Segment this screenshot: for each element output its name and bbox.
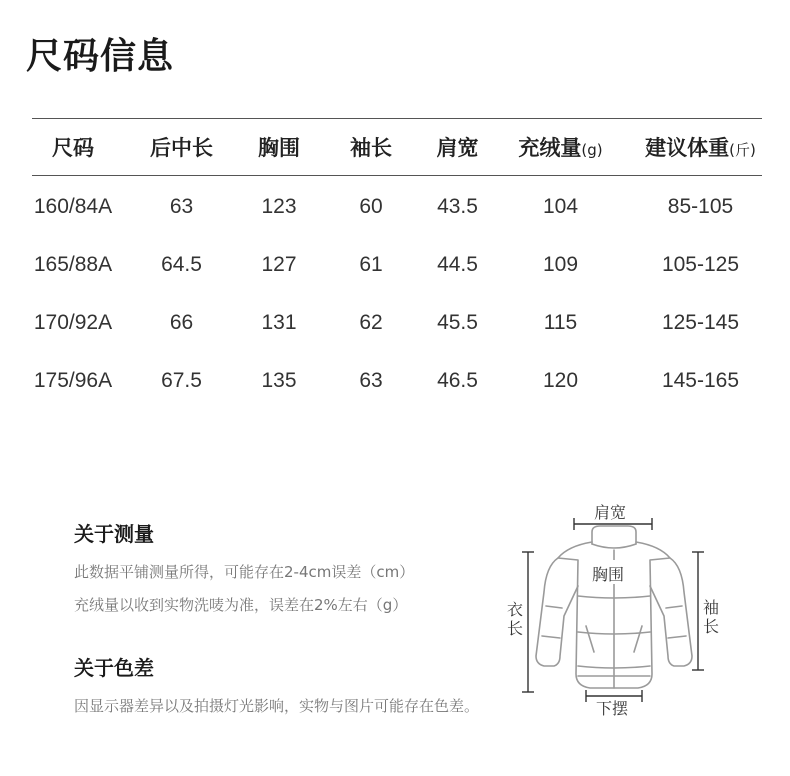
hem-label: 下摆 (596, 699, 629, 718)
table-cell: 67.5 (161, 369, 202, 392)
table-cell: 66 (169, 311, 194, 334)
table-cell: 61 (359, 253, 383, 276)
table-row (32, 369, 762, 427)
table-cell: 63 (169, 195, 194, 218)
header-chest: 胸围 (258, 136, 300, 160)
measurement-note-heading: 关于测量 (74, 522, 154, 546)
table-cell: 62 (359, 311, 383, 334)
header-down-fill: 充绒量(g) (518, 136, 603, 160)
chest-label: 胸围 (592, 565, 625, 584)
table-row (32, 195, 762, 253)
table-cell: 125-145 (661, 311, 740, 334)
table-cell: 115 (543, 311, 578, 334)
color-note (74, 652, 479, 716)
color-note-heading: 关于色差 (74, 656, 154, 680)
measurement-note (74, 518, 414, 615)
table-cell: 135 (261, 369, 297, 392)
table-cell: 109 (542, 253, 579, 276)
table-cell: 43.5 (437, 195, 478, 218)
jacket-measurement-diagram (498, 496, 738, 726)
size-table (32, 119, 762, 392)
table-cell: 44.5 (437, 253, 478, 276)
table-body (32, 195, 762, 427)
header-sleeve: 袖长 (350, 136, 392, 160)
page-title: 尺码信息 (26, 36, 175, 77)
table-cell: 60 (359, 195, 383, 218)
header-size: 尺码 (52, 136, 94, 160)
table-cell: 45.5 (437, 311, 478, 334)
header-unit-g: (g) (581, 141, 603, 159)
table-header-row (32, 119, 762, 175)
table-cell: 175/96A (33, 369, 113, 392)
table-cell: 127 (261, 253, 297, 276)
table-header-rule (32, 175, 762, 176)
table-cell: 120 (542, 369, 579, 392)
table-cell: 46.5 (437, 369, 478, 392)
table-cell: 85-105 (667, 195, 734, 218)
body-length-label: 衣 长 (506, 600, 523, 638)
table-cell: 160/84A (33, 195, 113, 218)
measurement-note-line: 充绒量以收到实物洗唛为准，误差在2%左右（g） (74, 596, 408, 614)
shoulder-width-label: 肩宽 (594, 503, 627, 522)
header-unit-jin: (斤) (729, 141, 756, 159)
header-shoulder: 肩宽 (436, 136, 479, 160)
measurement-note-line: 此数据平铺测量所得，可能存在2-4cm误差（cm） (74, 563, 415, 581)
color-note-line: 因显示器差异以及拍摄灯光影响，实物与图片可能存在色差。 (74, 697, 480, 715)
table-cell: 104 (542, 195, 579, 218)
table-cell: 64.5 (161, 253, 202, 276)
table-cell: 170/92A (33, 311, 113, 334)
table-cell: 131 (261, 311, 297, 334)
header-weight: 建议体重(斤) (645, 136, 756, 160)
table-cell: 63 (359, 369, 383, 392)
sleeve-length-label: 袖 长 (702, 598, 719, 636)
table-cell: 123 (261, 195, 297, 218)
table-cell: 145-165 (661, 369, 740, 392)
table-row (32, 311, 762, 369)
table-cell: 165/88A (33, 253, 113, 276)
table-cell: 105-125 (661, 253, 740, 276)
header-back-length: 后中长 (150, 136, 213, 160)
table-row (32, 253, 762, 311)
